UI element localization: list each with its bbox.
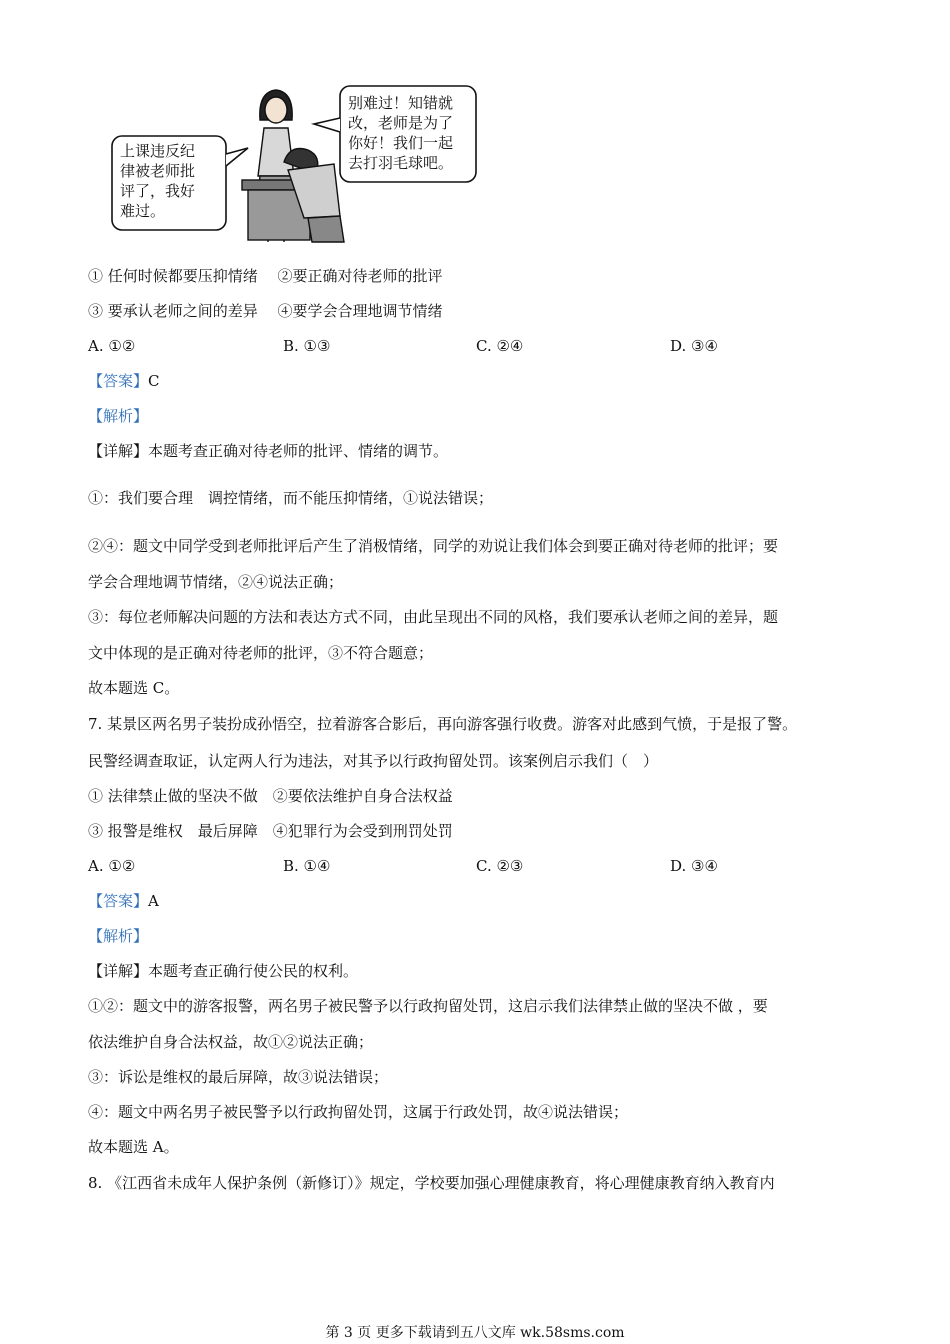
q7-stem-line-1: 7. 某景区两名男子装扮成孙悟空，拉着游客合影后，再向游客强行收费。游客对此感到气愤，于是报了警。 bbox=[88, 715, 798, 733]
q7-statement-line-2: ③ 报警是维权 最后屏障 ④犯罪行为会受到刑罚处罚 bbox=[88, 822, 453, 840]
q6-answer-value: C bbox=[148, 372, 160, 390]
q7-analysis-line: 依法维护自身合法权益，故①②说法正确； bbox=[88, 1033, 374, 1051]
q6-analysis-line: ①：我们要合理 调控情绪，而不能压抑情绪，①说法错误； bbox=[88, 489, 494, 507]
left-bubble-line-2: 律被老师批 bbox=[120, 162, 196, 180]
q8-stem-line: 8. 《江西省未成年人保护条例（新修订）》规定，学校要加强心理健康教育，将心理健康教育纳入教育内 bbox=[88, 1174, 775, 1192]
cartoon-illustration bbox=[108, 84, 478, 248]
q6-option-d: D. ③④ bbox=[670, 337, 718, 355]
left-bubble-line-3: 评了，我好 bbox=[120, 182, 196, 200]
q7-analysis-line: ①②：题文中的游客报警，两名男子被民警予以行政拘留处罚，这启示我们法律禁止做的坚决不做 ，要 bbox=[88, 997, 768, 1015]
q6-analysis-line: ③：每位老师解决问题的方法和表达方式不同，由此呈现出不同的风格，我们要承认老师之间的差异，题 bbox=[88, 608, 779, 626]
q6-answer-tag: 【答案】 bbox=[88, 372, 149, 390]
right-bubble-line-4: 去打羽毛球吧。 bbox=[348, 154, 454, 172]
q7-analysis-line: ④：题文中两名男子被民警予以行政拘留处罚，这属于行政处罚，故④说法错误； bbox=[88, 1103, 629, 1121]
right-bubble-line-2: 改，老师是为了 bbox=[348, 114, 454, 132]
q7-option-c: C. ②③ bbox=[476, 857, 524, 875]
left-bubble-line-1: 上课违反纪 bbox=[120, 142, 196, 160]
q7-option-a: A. ①② bbox=[88, 857, 136, 875]
q6-option-c: C. ②④ bbox=[476, 337, 524, 355]
left-bubble-line-4: 难过。 bbox=[120, 202, 166, 220]
q7-analysis-tag: 【解析】 bbox=[88, 927, 149, 945]
q7-analysis-line: 【详解】本题考查正确行使公民的权利。 bbox=[88, 962, 359, 980]
q6-analysis-line: 【详解】本题考查正确对待老师的批评、情绪的调节。 bbox=[88, 442, 449, 460]
q7-statement-line-1: ① 法律禁止做的坚决不做 ②要依法维护自身合法权益 bbox=[88, 787, 453, 805]
q6-statement-line-1: ① 任何时候都要压抑情绪 ②要正确对待老师的批评 bbox=[88, 267, 443, 285]
q6-analysis-line: 文中体现的是正确对待老师的批评，③不符合题意； bbox=[88, 644, 434, 662]
q6-option-b: B. ①③ bbox=[283, 337, 331, 355]
q7-analysis-line: ③：诉讼是维权的最后屏障，故③说法错误； bbox=[88, 1068, 389, 1086]
q6-analysis-line: ②④：题文中同学受到老师批评后产生了消极情绪，同学的劝说让我们体会到要正确对待老师的批评；要 bbox=[88, 537, 779, 555]
q6-analysis-line: 学会合理地调节情绪，②④说法正确； bbox=[88, 573, 344, 591]
q6-analysis-line: 故本题选 C。 bbox=[88, 679, 180, 697]
q7-answer-tag: 【答案】 bbox=[88, 892, 149, 910]
q6-statement-line-2: ③ 要承认老师之间的差异 ④要学会合理地调节情绪 bbox=[88, 302, 443, 320]
q6-analysis-tag: 【解析】 bbox=[88, 407, 149, 425]
q7-answer-value: A bbox=[148, 892, 159, 910]
q7-option-d: D. ③④ bbox=[670, 857, 718, 875]
q6-option-a: A. ①② bbox=[88, 337, 136, 355]
page-footer: 第 3 页 更多下载请到五八文库 wk.58sms.com bbox=[325, 1325, 625, 1341]
q6-answer bbox=[88, 371, 160, 391]
q7-stem-line-2: 民警经调查取证，认定两人行为违法，对其予以行政拘留处罚。该案例启示我们（ ） bbox=[88, 752, 659, 770]
q7-answer bbox=[88, 891, 159, 911]
right-bubble-line-1: 别难过！知错就 bbox=[348, 94, 454, 112]
q7-analysis-line: 故本题选 A。 bbox=[88, 1138, 179, 1156]
right-bubble-line-3: 你好！我们一起 bbox=[348, 134, 454, 152]
q7-option-b: B. ①④ bbox=[283, 857, 331, 875]
